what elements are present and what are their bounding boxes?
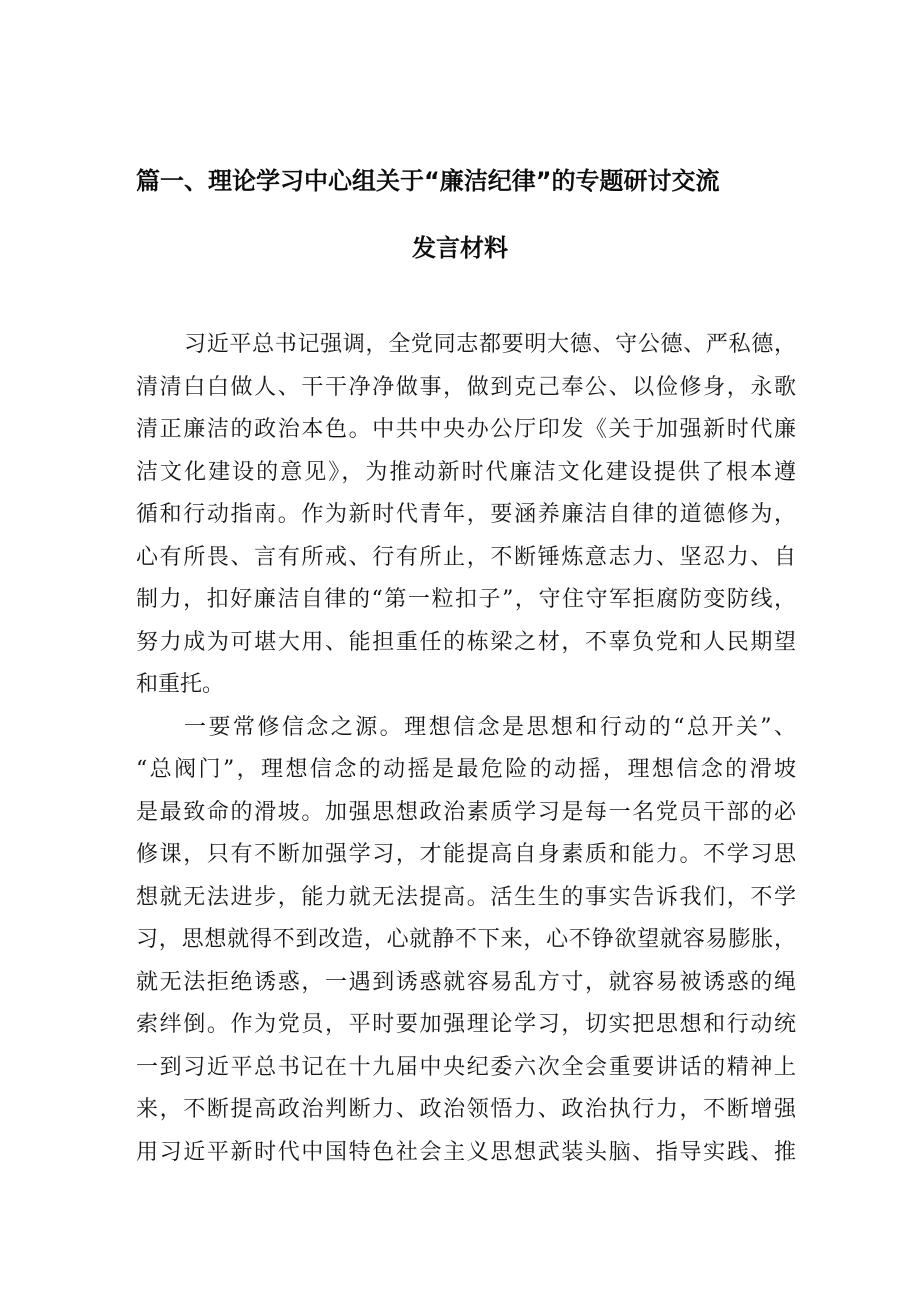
- document-title-line-2: 发言材料: [412, 234, 508, 262]
- text-line: 习，思想就得不到改造，心就静不下来，心不铮欲望就容易膨胀，: [136, 927, 796, 952]
- paragraph-2: [136, 707, 796, 1175]
- text-line: 索绊倒。作为党员，平时要加强理论学习，切实把思想和行动统: [136, 1012, 796, 1037]
- text-line: 清清白白做人、干干净净做事，做到克己奉公、以俭修身，永歌: [136, 374, 796, 400]
- text-line: 一到习近平总书记在十九届中央纪委六次全会重要讲话的精神上: [136, 1054, 796, 1080]
- text-line: 清正廉洁的政治本色。中共中央办公厅印发《关于加强新时代廉: [136, 417, 796, 442]
- text-line: 努力成为可堪大用、能担重任的栋梁之材，不辜负党和人民期望: [136, 629, 796, 655]
- text-line: 洁文化建设的意见》，为推动新时代廉洁文化建设提供了根本遵: [136, 459, 796, 485]
- text-line: 一要常修信念之源。理想信念是思想和行动的“总开关”、: [184, 714, 796, 740]
- text-line: 制力，扣好廉洁自律的“第一粒扣子”，守住守军拒腐防变防线，: [136, 587, 796, 612]
- text-line: 是最致命的滑坡。加强思想政治素质学习是每一名党员干部的必: [136, 799, 796, 825]
- text-line: 用习近平新时代中国特色社会主义思想武装头脑、指导实践、推: [136, 1139, 796, 1165]
- text-line: 就无法拒绝诱惑，一遇到诱惑就容易乱方寸，就容易被诱惑的绳: [136, 969, 796, 995]
- text-line: 来，不断提高政治判断力、政治领悟力、政治执行力，不断增强: [136, 1097, 796, 1122]
- document-title-line-1: 篇一、理论学习中心组关于“廉洁纪律”的专题研讨交流: [136, 167, 720, 195]
- paragraph-1: [136, 324, 796, 707]
- document-body: [136, 324, 796, 1174]
- text-line: 心有所畏、言有所戒、行有所止，不断锤炼意志力、坚忍力、自: [136, 544, 796, 570]
- text-line: 习近平总书记强调，全党同志都要明大德、守公德、严私德，: [184, 332, 796, 357]
- text-line: 修课，只有不断加强学习，才能提高自身素质和能力。不学习思: [136, 842, 796, 867]
- text-line: 想就无法进步，能力就无法提高。活生生的事实告诉我们，不学: [136, 884, 796, 910]
- text-line: 和重托。: [136, 672, 225, 697]
- text-line: 循和行动指南。作为新时代青年，要涵养廉洁自律的道德修为，: [136, 502, 796, 527]
- text-line: “总阀门”，理想信念的动摇是最危险的动摇，理想信念的滑坡: [136, 757, 796, 782]
